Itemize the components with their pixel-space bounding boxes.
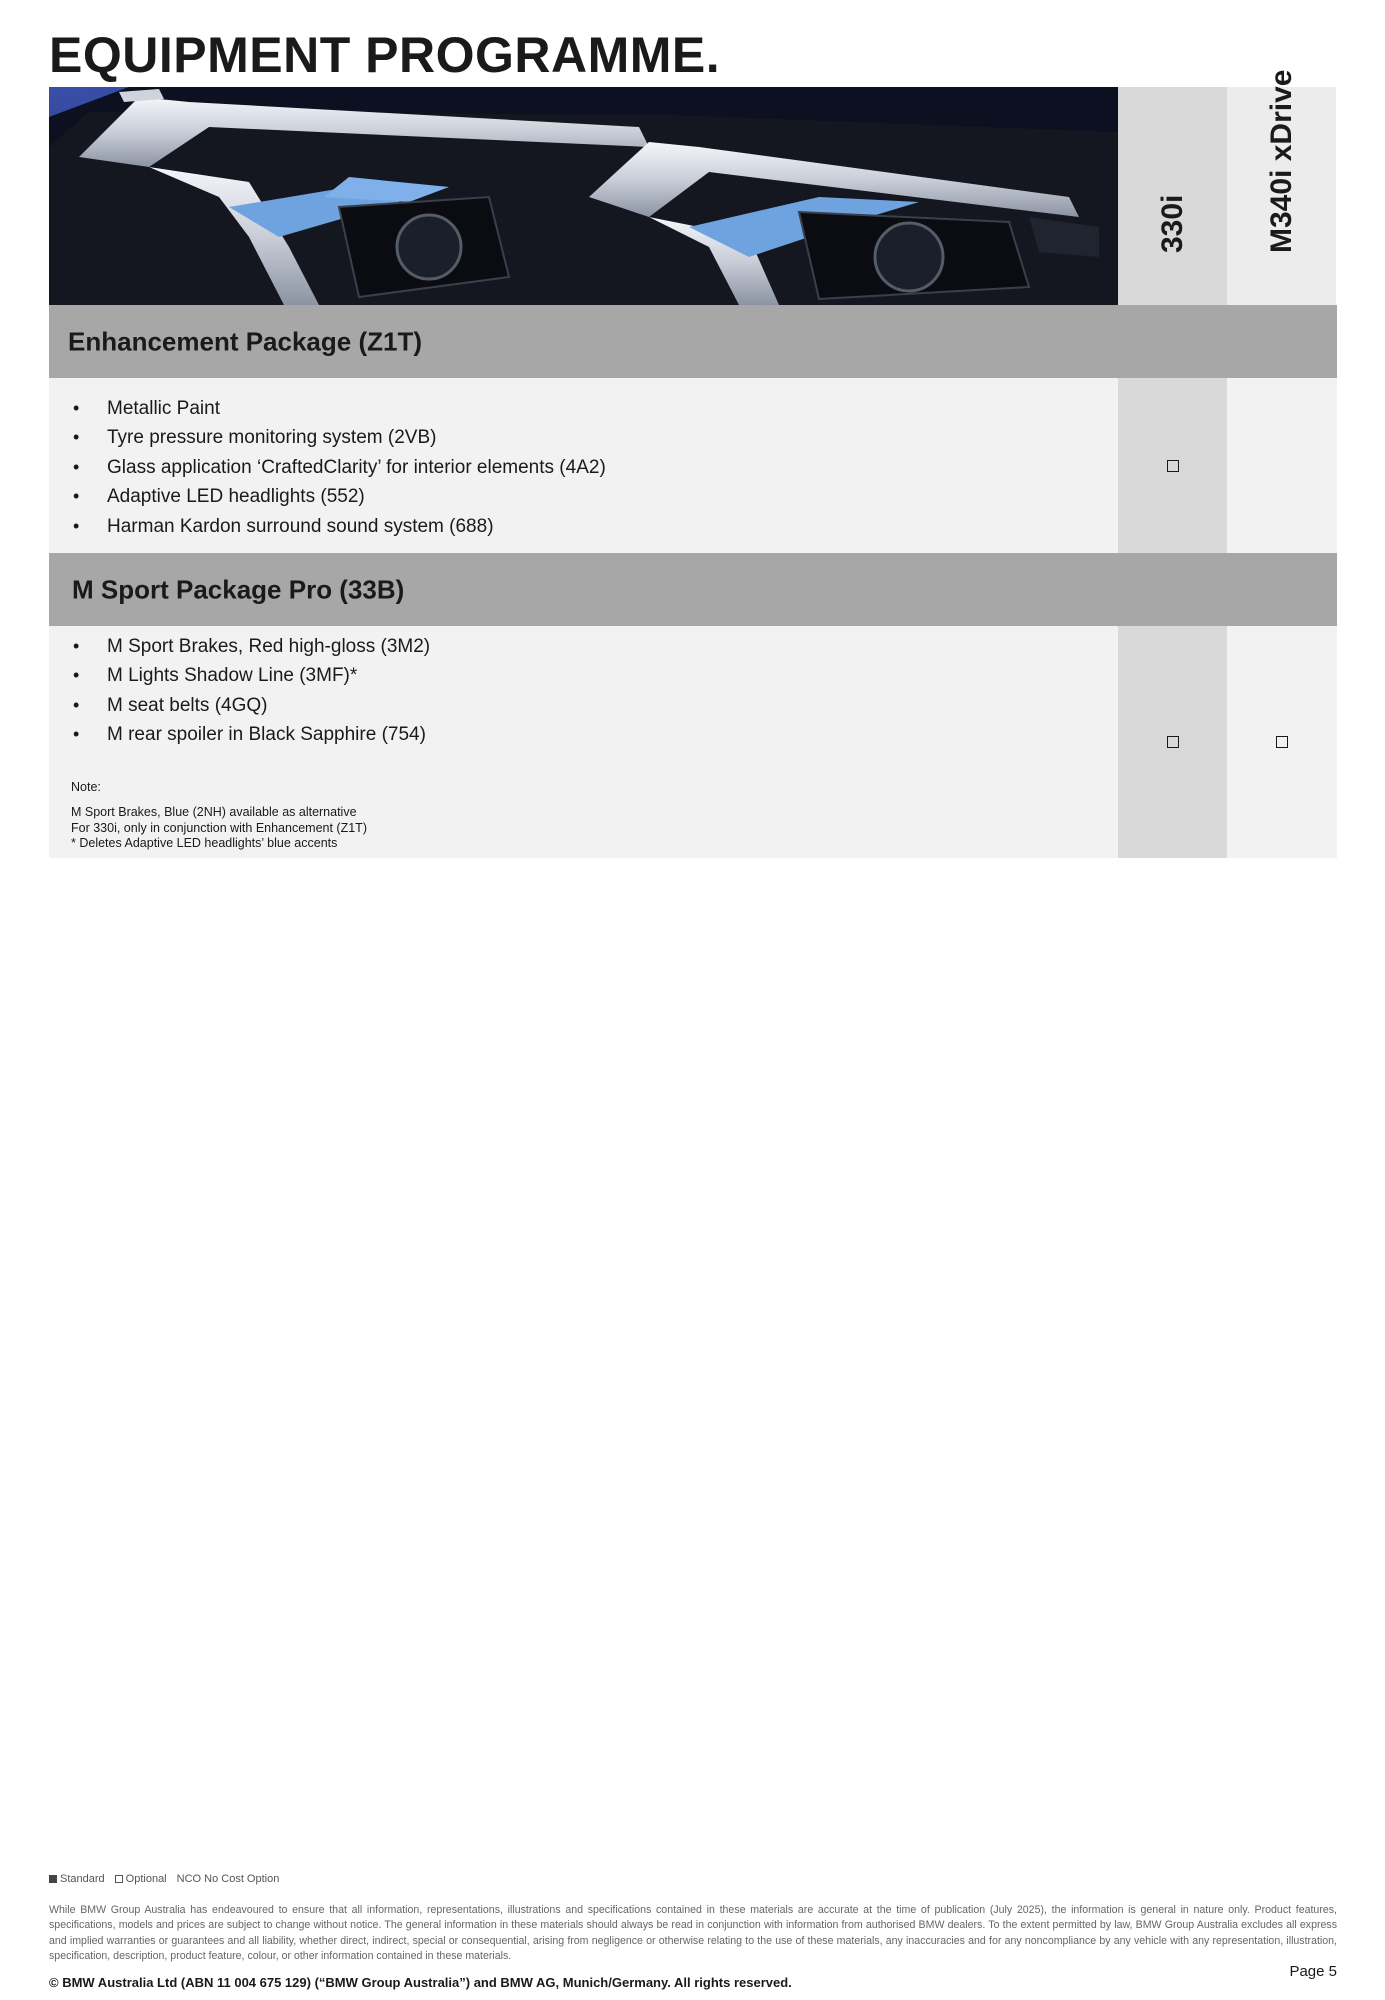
package-item-list <box>49 626 1337 750</box>
list-item: • M rear spoiler in Black Sapphire (754) <box>69 720 1337 749</box>
column-label-330i: 330i <box>1155 194 1189 253</box>
table-header-row <box>49 69 1337 305</box>
note-title: Note: <box>71 779 101 794</box>
list-item: • Glass application ‘CraftedClarity’ for interior elements (4A2) <box>69 453 1337 482</box>
note-line: M Sport Brakes, Blue (2NH) available as alternative <box>71 805 357 820</box>
headlight-image <box>49 87 1118 305</box>
disclaimer-text: While BMW Group Australia has endeavoured to ensure that all information, representations, illustrations and specifications contained in these materials are accurate at the time of publication (July 2025), the information is general in nature only. Product features, specifications, models and prices are subject to change without notice. The general information in these materials should always be read in conjunction with information from authorised BMW dealers. To the extent permitted by law, BMW Group Australia excludes all express and implied warranties or guarantees and all liability, whether direct, indirect, special or consequential, arising from negligence or otherwise relating to the use of these materials, any inaccuracies and for any noncompliance by any vehicle with any representation, illustration, specification, description, product feature, colour, or other information contained in these materials. <box>49 1904 1337 1963</box>
legend-optional-label: Optional <box>125 1873 167 1885</box>
standard-square-icon <box>49 1875 57 1883</box>
package-body-enhancement <box>49 378 1337 553</box>
list-item: • Tyre pressure monitoring system (2VB) <box>69 423 1337 452</box>
optional-square-icon <box>115 1875 123 1883</box>
list-item: • M Lights Shadow Line (3MF)* <box>69 661 1337 690</box>
package-name: Enhancement Package (Z1T) <box>68 326 422 356</box>
legend-optional <box>115 1873 167 1885</box>
list-item: • M seat belts (4GQ) <box>69 691 1337 720</box>
equipment-table <box>49 69 1337 858</box>
package-body-m-sport-pro <box>49 626 1337 858</box>
column-label-m340i-xdrive: M340i xDrive <box>1264 69 1298 253</box>
package-header-enhancement <box>49 305 1337 378</box>
note-line: For 330i, only in conjunction with Enhancement (Z1T) <box>71 820 367 835</box>
note-line: * Deletes Adaptive LED headlights’ blue accents <box>71 836 338 851</box>
package-name: M Sport Package Pro (33B) <box>72 574 405 604</box>
legend-standard-label: Standard <box>60 1873 105 1885</box>
package-note <box>49 780 1337 864</box>
package-header-m-sport-pro <box>49 553 1337 626</box>
column-header-330i <box>1118 87 1227 305</box>
page-number: Page 5 <box>1289 1963 1337 1980</box>
package-item-list <box>49 378 1337 541</box>
copyright-text: © BMW Australia Ltd (ABN 11 004 675 129) (“BMW Group Australia”) and BMW AG, Munich/Germany. All rights reserved. <box>49 1975 792 1990</box>
list-item: • Metallic Paint <box>69 394 1337 423</box>
headlight-illustration <box>49 87 1118 305</box>
column-header-m340i-xdrive <box>1227 69 1336 305</box>
page-title: EQUIPMENT PROGRAMME. <box>49 27 721 83</box>
list-item: • M Sport Brakes, Red high-gloss (3M2) <box>69 632 1337 661</box>
legend-nco: NCO No Cost Option <box>176 1873 280 1885</box>
list-item: • Adaptive LED headlights (552) <box>69 482 1337 511</box>
list-item: • Harman Kardon surround sound system (688) <box>69 512 1337 541</box>
legend <box>49 1873 279 1885</box>
legend-standard <box>49 1873 105 1885</box>
